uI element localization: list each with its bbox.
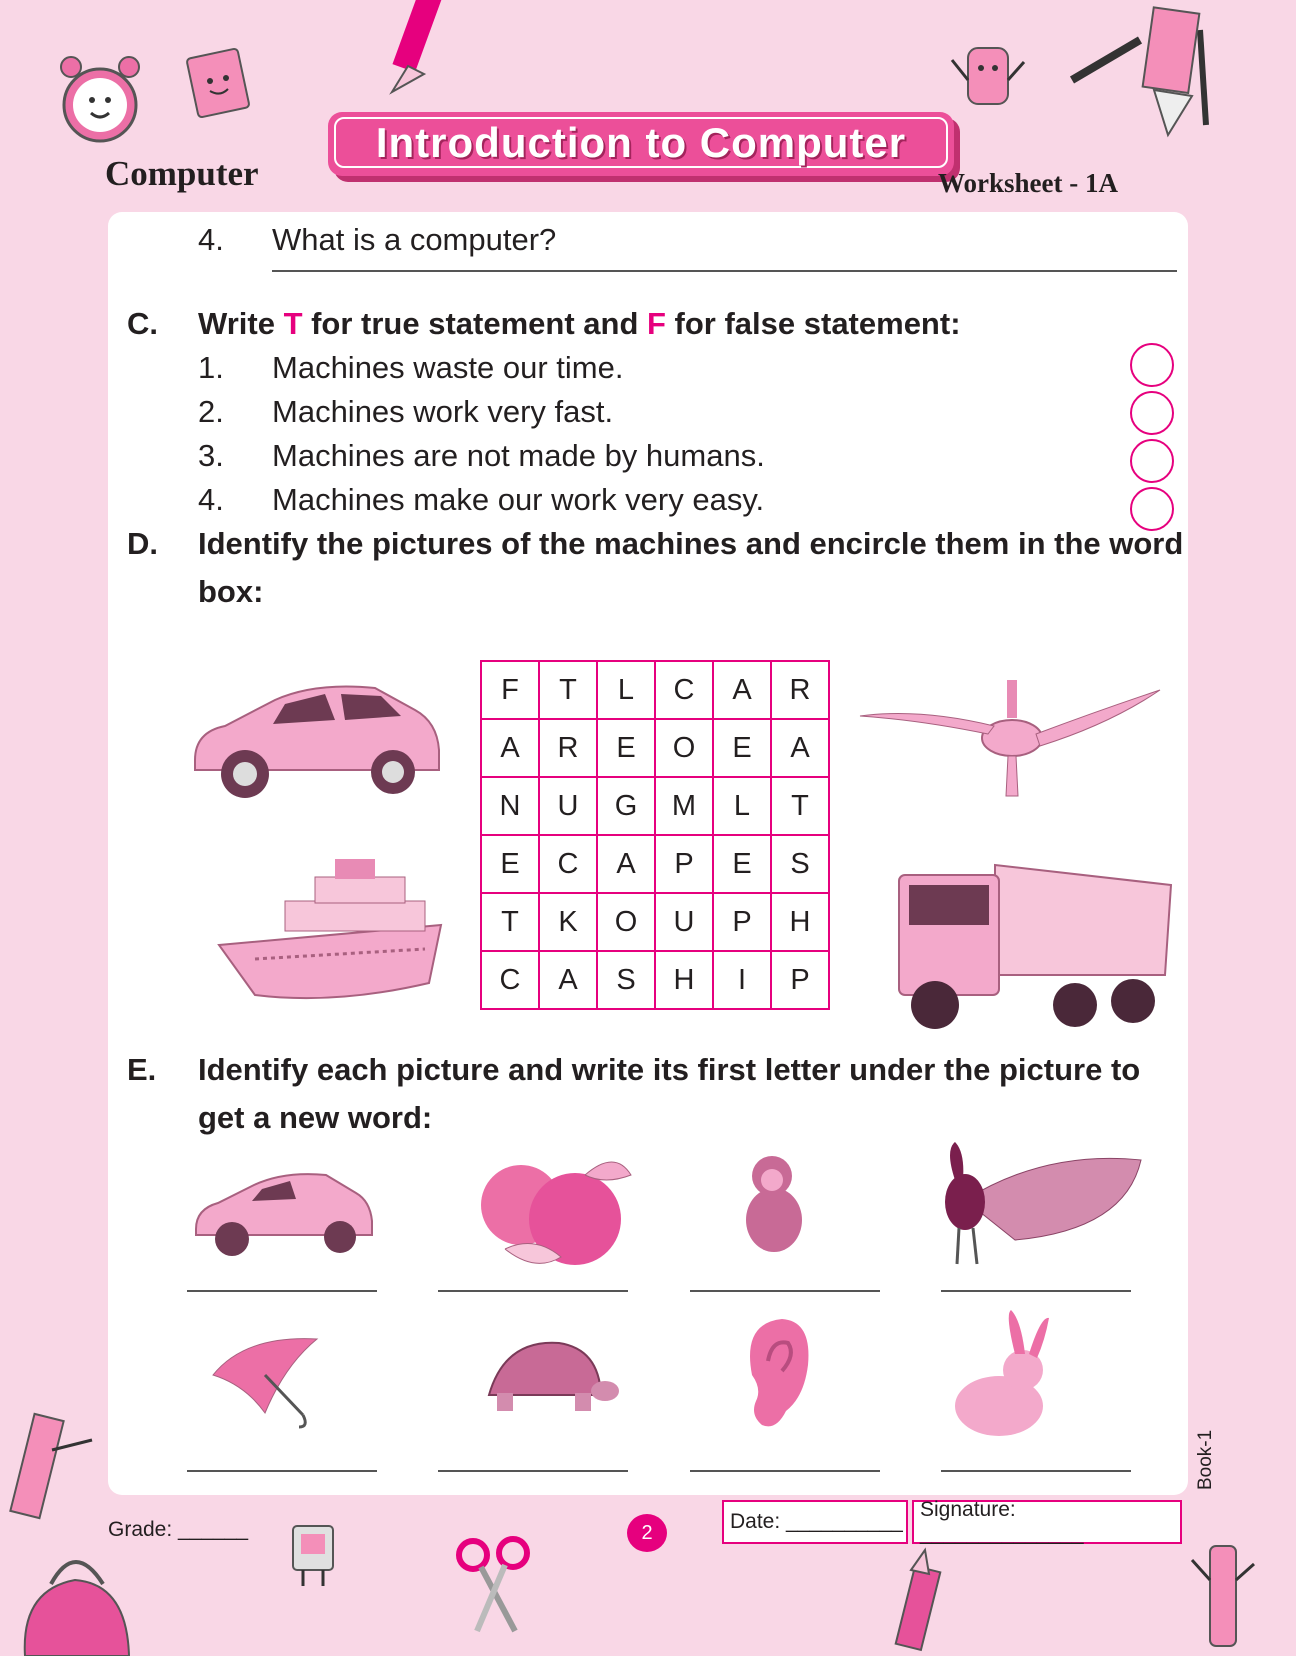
- signature-field[interactable]: Signature: ______________: [912, 1500, 1182, 1544]
- scissors-icon: [455, 1535, 535, 1635]
- pencil-icon: [380, 0, 450, 110]
- pencil-character-icon: [885, 1548, 955, 1656]
- eraser-character-icon: [950, 40, 1030, 120]
- item-number: 2.: [198, 394, 224, 429]
- statement-text: Machines make our work very easy.: [272, 482, 765, 517]
- grid-cell[interactable]: A: [539, 951, 597, 1009]
- item-number: 1.: [198, 350, 224, 385]
- grid-cell[interactable]: O: [597, 893, 655, 951]
- date-field[interactable]: Date: __________: [722, 1500, 908, 1544]
- instruction-text: for true statement and: [302, 306, 647, 341]
- answer-circle[interactable]: [1130, 439, 1174, 483]
- section-letter: D.: [127, 526, 158, 561]
- section-instruction: Identify each picture and write its first letter under the picture to: [198, 1052, 1141, 1087]
- answer-line[interactable]: [438, 1470, 628, 1472]
- tortoise-image: [475, 1335, 620, 1420]
- ruler-character-icon: [8, 1410, 98, 1530]
- grid-cell[interactable]: P: [713, 893, 771, 951]
- answer-line[interactable]: [272, 270, 1177, 272]
- question-number: 4.: [198, 222, 224, 257]
- instruction-text: for false statement:: [665, 306, 961, 341]
- section-instruction: [198, 306, 961, 342]
- page-number-badge: 2: [627, 1514, 667, 1552]
- grid-cell[interactable]: T: [539, 661, 597, 719]
- grid-cell[interactable]: P: [771, 951, 829, 1009]
- notepad-icon: [180, 45, 260, 125]
- answer-line[interactable]: [187, 1290, 377, 1292]
- grid-cell[interactable]: H: [771, 893, 829, 951]
- ceiling-fan-image: [860, 680, 1165, 800]
- grid-cell[interactable]: C: [539, 835, 597, 893]
- question-text: What is a computer?: [272, 222, 557, 257]
- grid-cell[interactable]: U: [539, 777, 597, 835]
- grid-cell[interactable]: U: [655, 893, 713, 951]
- grid-cell[interactable]: A: [713, 661, 771, 719]
- answer-line[interactable]: [438, 1290, 628, 1292]
- grid-cell[interactable]: A: [771, 719, 829, 777]
- pencil-character-icon: [1070, 10, 1220, 140]
- worksheet-number: Worksheet - 1A: [938, 168, 1118, 198]
- true-letter: T: [283, 306, 303, 341]
- page-title: Introduction to Computer: [334, 117, 948, 168]
- sharpener-character-icon: [283, 1520, 343, 1590]
- subject-label: Computer: [105, 154, 259, 193]
- grid-cell[interactable]: T: [771, 777, 829, 835]
- section-instruction: get a new word:: [198, 1100, 433, 1135]
- grid-cell[interactable]: E: [713, 835, 771, 893]
- grid-cell[interactable]: H: [655, 951, 713, 1009]
- answer-line[interactable]: [690, 1470, 880, 1472]
- grid-cell[interactable]: E: [597, 719, 655, 777]
- item-number: 4.: [198, 482, 224, 517]
- answer-circle[interactable]: [1130, 343, 1174, 387]
- false-letter: F: [647, 306, 666, 341]
- answer-circle[interactable]: [1130, 487, 1174, 531]
- grid-cell[interactable]: E: [481, 835, 539, 893]
- book-label: Book-1: [1195, 1429, 1216, 1490]
- alarm-clock-icon: [55, 45, 145, 145]
- car-image: [190, 1163, 375, 1263]
- statement-text: Machines waste our time.: [272, 350, 624, 385]
- truck-image: [895, 855, 1175, 1040]
- umbrella-image: [205, 1335, 325, 1430]
- grid-cell[interactable]: N: [481, 777, 539, 835]
- pen-character-icon: [1190, 1540, 1260, 1656]
- grid-cell[interactable]: S: [771, 835, 829, 893]
- car-image: [185, 670, 445, 810]
- grid-cell[interactable]: A: [481, 719, 539, 777]
- statement-text: Machines work very fast.: [272, 394, 614, 429]
- answer-line[interactable]: [690, 1290, 880, 1292]
- grid-cell[interactable]: S: [597, 951, 655, 1009]
- instruction-text: Write: [198, 306, 284, 341]
- section-letter: E.: [127, 1052, 157, 1087]
- grid-cell[interactable]: L: [597, 661, 655, 719]
- grid-cell[interactable]: E: [713, 719, 771, 777]
- grid-cell[interactable]: O: [655, 719, 713, 777]
- grid-cell[interactable]: L: [713, 777, 771, 835]
- grid-cell[interactable]: I: [713, 951, 771, 1009]
- answer-line[interactable]: [941, 1290, 1131, 1292]
- grid-cell[interactable]: P: [655, 835, 713, 893]
- rabbit-image: [945, 1310, 1060, 1440]
- ear-image: [742, 1315, 812, 1435]
- word-search-grid: [480, 660, 830, 1010]
- grid-cell[interactable]: G: [597, 777, 655, 835]
- grid-cell[interactable]: R: [771, 661, 829, 719]
- worksheet-title-banner: [328, 112, 954, 176]
- monkey-image: [732, 1150, 817, 1255]
- grid-cell[interactable]: R: [539, 719, 597, 777]
- answer-circle[interactable]: [1130, 391, 1174, 435]
- answer-line[interactable]: [941, 1470, 1131, 1472]
- ship-image: [215, 855, 445, 1000]
- grid-cell[interactable]: K: [539, 893, 597, 951]
- grid-cell[interactable]: A: [597, 835, 655, 893]
- answer-line[interactable]: [187, 1470, 377, 1472]
- grid-cell[interactable]: C: [481, 951, 539, 1009]
- grid-cell[interactable]: F: [481, 661, 539, 719]
- section-instruction: box:: [198, 574, 264, 609]
- section-letter: C.: [127, 306, 158, 341]
- grid-cell[interactable]: M: [655, 777, 713, 835]
- grid-cell[interactable]: C: [655, 661, 713, 719]
- grid-cell[interactable]: T: [481, 893, 539, 951]
- grade-field[interactable]: Grade: ______: [108, 1518, 249, 1541]
- bag-character-icon: [15, 1520, 145, 1656]
- item-number: 3.: [198, 438, 224, 473]
- section-instruction: Identify the pictures of the machines and encircle them in the word: [198, 526, 1184, 561]
- peacock-image: [925, 1140, 1145, 1275]
- orange-fruit-image: [475, 1145, 635, 1280]
- statement-text: Machines are not made by humans.: [272, 438, 765, 473]
